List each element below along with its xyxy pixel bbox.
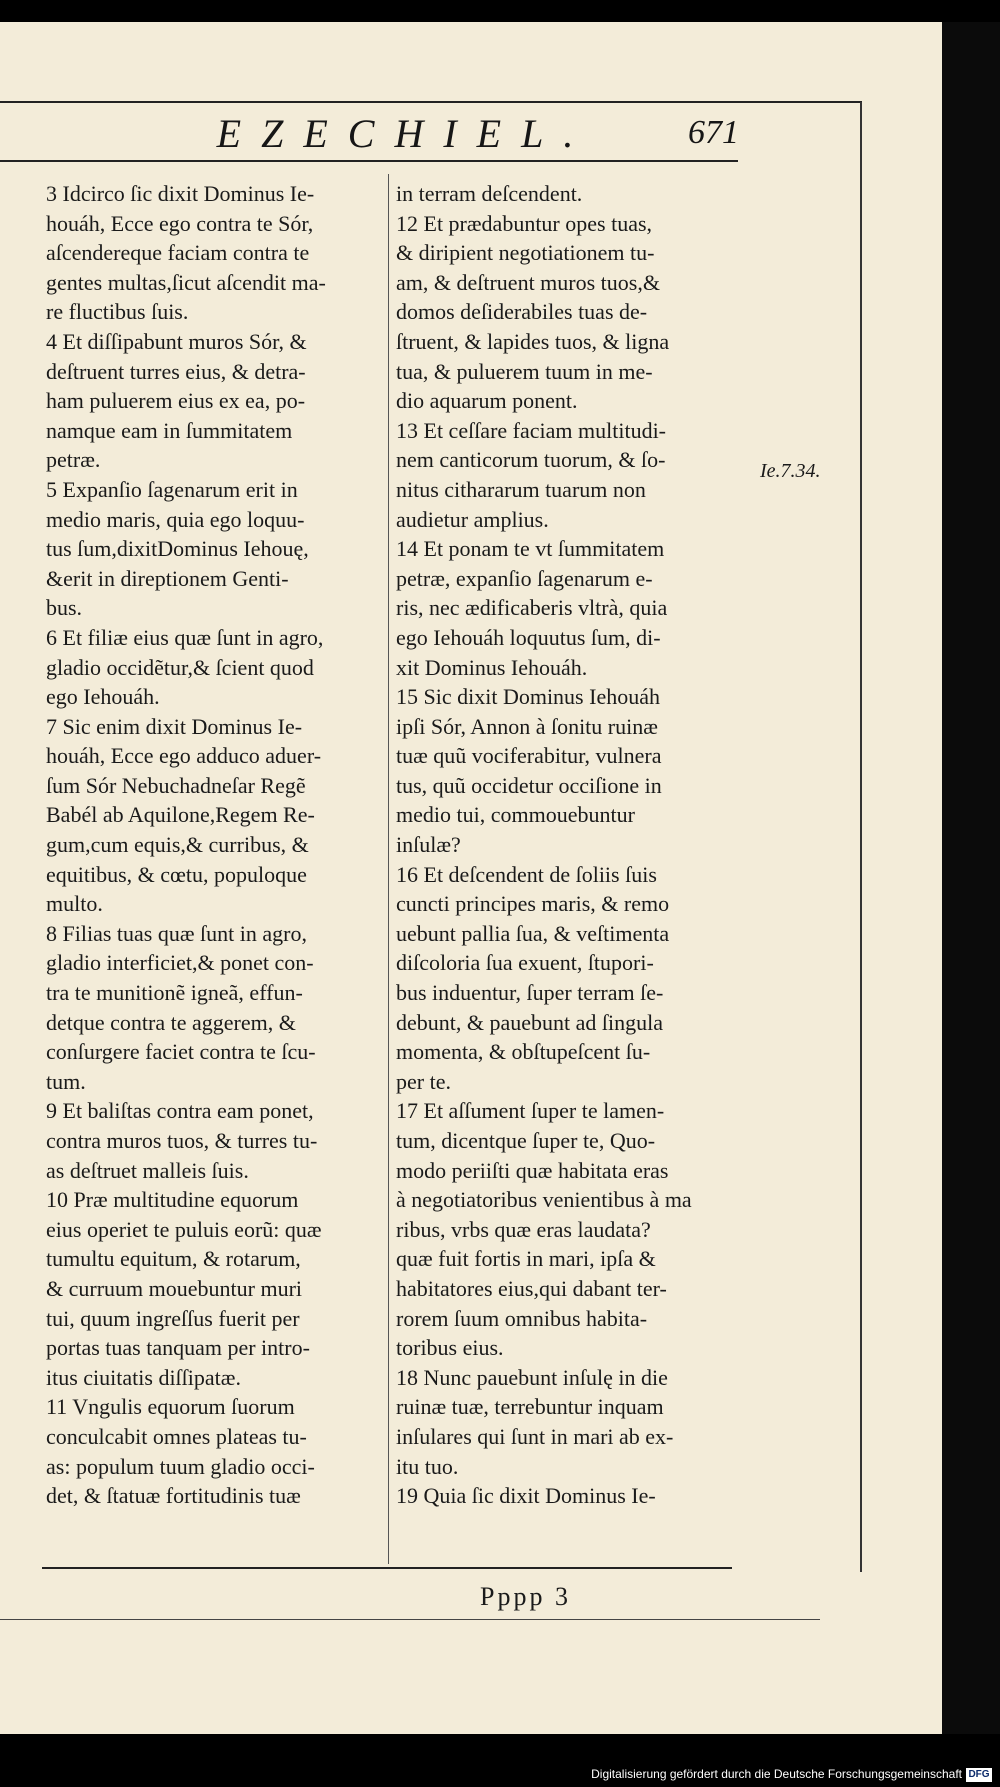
text-line: conſurgere faciet contra te ſcu-	[46, 1039, 316, 1065]
text-line: 3 Idcirco ſic dixit Dominus Ie-	[46, 181, 315, 206]
text-line: 13 Et ceſſare faciam multitudi-	[396, 417, 667, 443]
text-line: uebunt pallia ſua, & veſtimenta	[396, 920, 670, 946]
text-line: tumultu equitum, & rotarum,	[46, 1246, 301, 1272]
text-line: itus ciuitatis diſſipatæ.	[46, 1364, 241, 1390]
text-line: gladio interficiet,& ponet con-	[46, 950, 314, 976]
text-line: habitatores eius,qui dabant ter-	[396, 1275, 667, 1301]
text-line: petræ.	[46, 447, 101, 473]
footer-rule	[42, 1567, 732, 1569]
text-line: audietur amplius.	[396, 506, 549, 532]
text-line: toribus eius.	[396, 1335, 504, 1361]
text-line: rorem ſuum omnibus habita-	[396, 1305, 648, 1331]
text-line: modo periiſti quæ habitata eras	[396, 1157, 669, 1183]
text-line: ſtruent, & lapides tuos, & ligna	[396, 328, 670, 354]
text-line: tum.	[46, 1068, 86, 1094]
text-line: contra muros tuos, & turres tu-	[46, 1128, 318, 1153]
running-head: EZECHIEL.	[216, 111, 594, 156]
text-line: medio maris, quia ego loquu-	[46, 506, 305, 532]
text-line: 14 Et ponam te vt ſummitatem	[396, 536, 665, 562]
text-line: dio aquarum ponent.	[396, 388, 578, 414]
text-line: inſulares qui ſunt in mari ab ex-	[396, 1423, 674, 1449]
text-line: am, & deſtruent muros tuos,&	[396, 269, 660, 295]
text-line: 12 Et prædabuntur opes tuas,	[396, 210, 653, 236]
text-line: portas tuas tanquam per intro-	[46, 1335, 310, 1361]
digitization-credit: Digitalisierung gefördert durch die Deutsche Forschungsgemeinschaft	[591, 1767, 962, 1781]
text-line: medio tui, commouebuntur	[396, 802, 635, 828]
text-line: aſcendereque faciam contra te	[46, 240, 310, 266]
text-line: per te.	[396, 1068, 451, 1094]
text-line: ipſi Sór, Annon à ſonitu ruinæ	[396, 713, 658, 739]
text-line: debunt, & pauebunt ad ſingula	[396, 1009, 663, 1035]
text-line: 15 Sic dixit Dominus Iehouáh	[396, 684, 660, 710]
text-line: itu tuo.	[396, 1453, 459, 1479]
text-line: inſulæ?	[396, 832, 461, 858]
text-line: & diripient negotiationem tu-	[396, 240, 655, 266]
text-line: ego Iehouáh loquutus ſum, di-	[396, 624, 661, 650]
text-line: &erit in direptionem Genti-	[46, 565, 289, 591]
text-line: equitibus, & cœtu, populoque	[46, 861, 307, 887]
text-line: tus, quũ occidetur occiſione in	[396, 772, 662, 798]
left-column	[46, 179, 378, 1511]
text-line: re fluctibus ſuis.	[46, 299, 189, 325]
text-line: gladio occidẽtur,& ſcient quod	[46, 654, 314, 680]
text-line: namque eam in ſummitatem	[46, 417, 293, 443]
text-line: 19 Quia ſic dixit Dominus Ie-	[396, 1483, 656, 1509]
text-line: gum,cum equis,& curribus, &	[46, 832, 309, 858]
text-line: deſtruent turres eius, & detra-	[46, 358, 306, 384]
text-line: ſum Sór Nebuchadneſar Regẽ	[46, 772, 306, 798]
text-line: & curruum mouebuntur muri	[46, 1275, 303, 1301]
text-line: tum, dicentque ſuper te, Quo-	[396, 1128, 656, 1153]
text-line: 17 Et aſſument ſuper te lamen-	[396, 1098, 665, 1124]
right-margin-rule	[860, 102, 862, 1572]
text-line: ris, nec ædificaberis vltrà, quia	[396, 595, 668, 621]
text-line: conculcabit omnes plateas tu-	[46, 1423, 307, 1449]
header-rule-bottom	[0, 160, 738, 162]
text-line: tus ſum,dixitDominus Iehouę,	[46, 536, 309, 562]
text-line: petræ, expanſio ſagenarum e-	[396, 565, 653, 591]
text-line: domos deſiderabiles tuas de-	[396, 299, 648, 325]
book-spine	[942, 22, 1000, 1734]
right-column	[396, 179, 744, 1511]
text-line: bus.	[46, 595, 83, 621]
margin-note: Ie.7.34.	[760, 460, 821, 482]
text-line: houáh, Ecce ego adduco aduer-	[46, 743, 322, 769]
signature-mark: Pppp 3	[480, 1582, 571, 1611]
text-line: Babél ab Aquilone,Regem Re-	[46, 802, 315, 828]
dfg-logo: DFG	[966, 1768, 992, 1782]
text-line: 6 Et filiæ eius quæ ſunt in agro,	[46, 624, 324, 650]
text-line: ham puluerem eius ex ea, po-	[46, 388, 306, 414]
text-line: in terram deſcendent.	[396, 181, 583, 206]
text-line: 9 Et baliſtas contra eam ponet,	[46, 1098, 314, 1124]
text-line: momenta, & obſtupeſcent ſu-	[396, 1039, 651, 1065]
text-line: quæ fuit fortis in mari, ipſa &	[396, 1246, 656, 1272]
text-line: detque contra te aggerem, &	[46, 1009, 296, 1035]
text-line: 16 Et deſcendent de ſoliis ſuis	[396, 861, 657, 887]
text-line: as deſtruet malleis ſuis.	[46, 1157, 249, 1183]
text-line: bus induentur, ſuper terram ſe-	[396, 980, 664, 1006]
text-line: diſcoloria ſua exuent, ſtupori-	[396, 950, 654, 976]
text-line: ruinæ tuæ, terrebuntur inquam	[396, 1394, 664, 1420]
text-line: 10 Præ multitudine equorum	[46, 1187, 299, 1213]
footer-rule-bottom	[0, 1619, 820, 1620]
text-line: det, & ſtatuæ fortitudinis tuæ	[46, 1483, 301, 1509]
text-line: tuæ quũ vociferabitur, vulnera	[396, 743, 662, 769]
text-line: 11 Vngulis equorum ſuorum	[46, 1394, 295, 1420]
text-line: cuncti principes maris, & remo	[396, 891, 670, 917]
text-line: 18 Nunc pauebunt inſulę in die	[396, 1364, 668, 1390]
text-line: tui, quum ingreſſus fuerit per	[46, 1305, 300, 1331]
text-line: as: populum tuum gladio occi-	[46, 1453, 315, 1479]
header-rule-top	[0, 101, 862, 103]
text-line: 5 Expanſio ſagenarum erit in	[46, 476, 298, 502]
text-line: ribus, vrbs quæ eras laudata?	[396, 1216, 651, 1242]
text-line: nem canticorum tuorum, & ſo-	[396, 447, 666, 473]
text-line: ego Iehouáh.	[46, 684, 160, 710]
text-line: multo.	[46, 891, 103, 917]
column-divider	[388, 174, 389, 1564]
text-line: 8 Filias tuas quæ ſunt in agro,	[46, 920, 307, 946]
text-line: houáh, Ecce ego contra te Sór,	[46, 210, 314, 236]
text-line: à negotiatoribus venientibus à ma	[396, 1187, 692, 1213]
text-line: 4 Et diſſipabunt muros Sór, &	[46, 328, 307, 354]
text-line: tua, & puluerem tuum in me-	[396, 358, 653, 384]
text-line: eius operiet te puluis eorũ: quæ	[46, 1216, 322, 1242]
text-line: xit Dominus Iehouáh.	[396, 654, 588, 680]
text-line: gentes multas,ſicut aſcendit ma-	[46, 269, 326, 295]
text-line: tra te munitionẽ igneã, effun-	[46, 980, 303, 1006]
book-page	[0, 22, 942, 1734]
text-line: nitus cithararum tuarum non	[396, 476, 646, 502]
text-line: 7 Sic enim dixit Dominus Ie-	[46, 713, 303, 739]
page-number: 671	[688, 114, 739, 151]
